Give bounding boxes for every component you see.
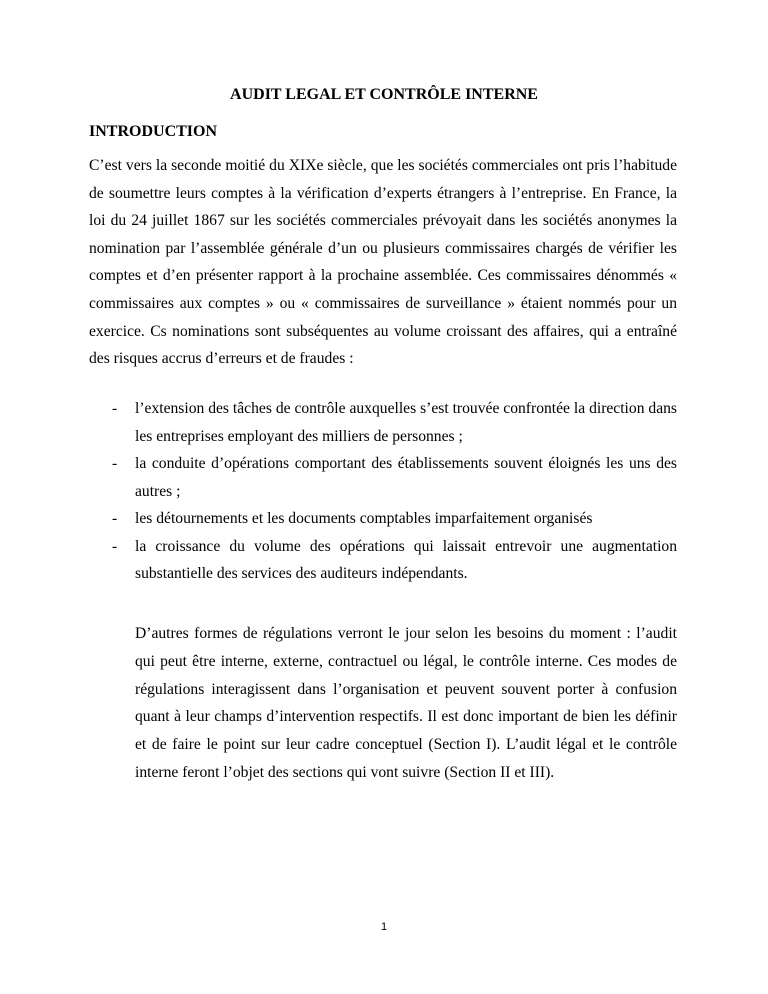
list-item-text: la croissance du volume des opérations qui laissait entrevoir une augmentation substantielle des services des auditeurs indépendants. [135, 537, 677, 582]
intro-paragraph: C’est vers la seconde moitié du XIXe siècle, que les sociétés commerciales ont pris l’habitude de soumettre leurs comptes à la vérification d’experts étrangers à l’entreprise. En France, la loi du 24 juillet 1867 sur les sociétés commerciales prévoyait dans les sociétés anonymes la nomination par l’assemblée générale d’un ou plusieurs commissaires chargés de vérifier les comptes et d’en présenter rapport à la prochaine assemblée. Ces commissaires dénommés « commissaires aux comptes » ou « commissaires de surveillance » étaient nommés pour un exercice. Cs nominations sont subséquentes au volume croissant des affaires, qui a entraîné des risques accrus d’erreurs et de fraudes : [89, 157, 677, 368]
bullet-marker: - [112, 400, 118, 417]
section-heading: INTRODUCTION [89, 123, 218, 140]
list-item [89, 533, 677, 588]
bullet-list [89, 395, 677, 588]
bullet-marker: - [112, 510, 118, 527]
list-item-text: la conduite d’opérations comportant des établissements souvent éloignés les uns des autres ; [135, 455, 677, 500]
list-item [89, 395, 677, 450]
list-item-text: l’extension des tâches de contrôle auxquelles s’est trouvée confrontée la direction dans les entreprises employant des milliers de personnes ; [135, 400, 677, 445]
bullet-marker: - [112, 537, 118, 555]
list-item-text: les détournements et les documents comptables imparfaitement organisés [135, 510, 593, 527]
closing-paragraph: D’autres formes de régulations verront le jour selon les besoins du moment : l’audit qui peut être interne, externe, contractuel ou légal, le contrôle interne. Ces modes de régulations interagissent dans l’organisation et peuvent souvent porter à confusion quant à leur champs d’intervention respectifs. Il est donc important de bien les définir et de faire le point sur leur cadre conceptuel (Section I). L’audit légal et le contrôle interne feront l’objet des sections qui vont suivre (Section II et III). [135, 625, 677, 781]
bullet-marker: - [112, 455, 118, 472]
document-title: AUDIT LEGAL ET CONTRÔLE INTERNE [230, 86, 538, 103]
list-item [89, 505, 677, 533]
page-number: 1 [380, 921, 388, 933]
list-item [89, 450, 677, 505]
